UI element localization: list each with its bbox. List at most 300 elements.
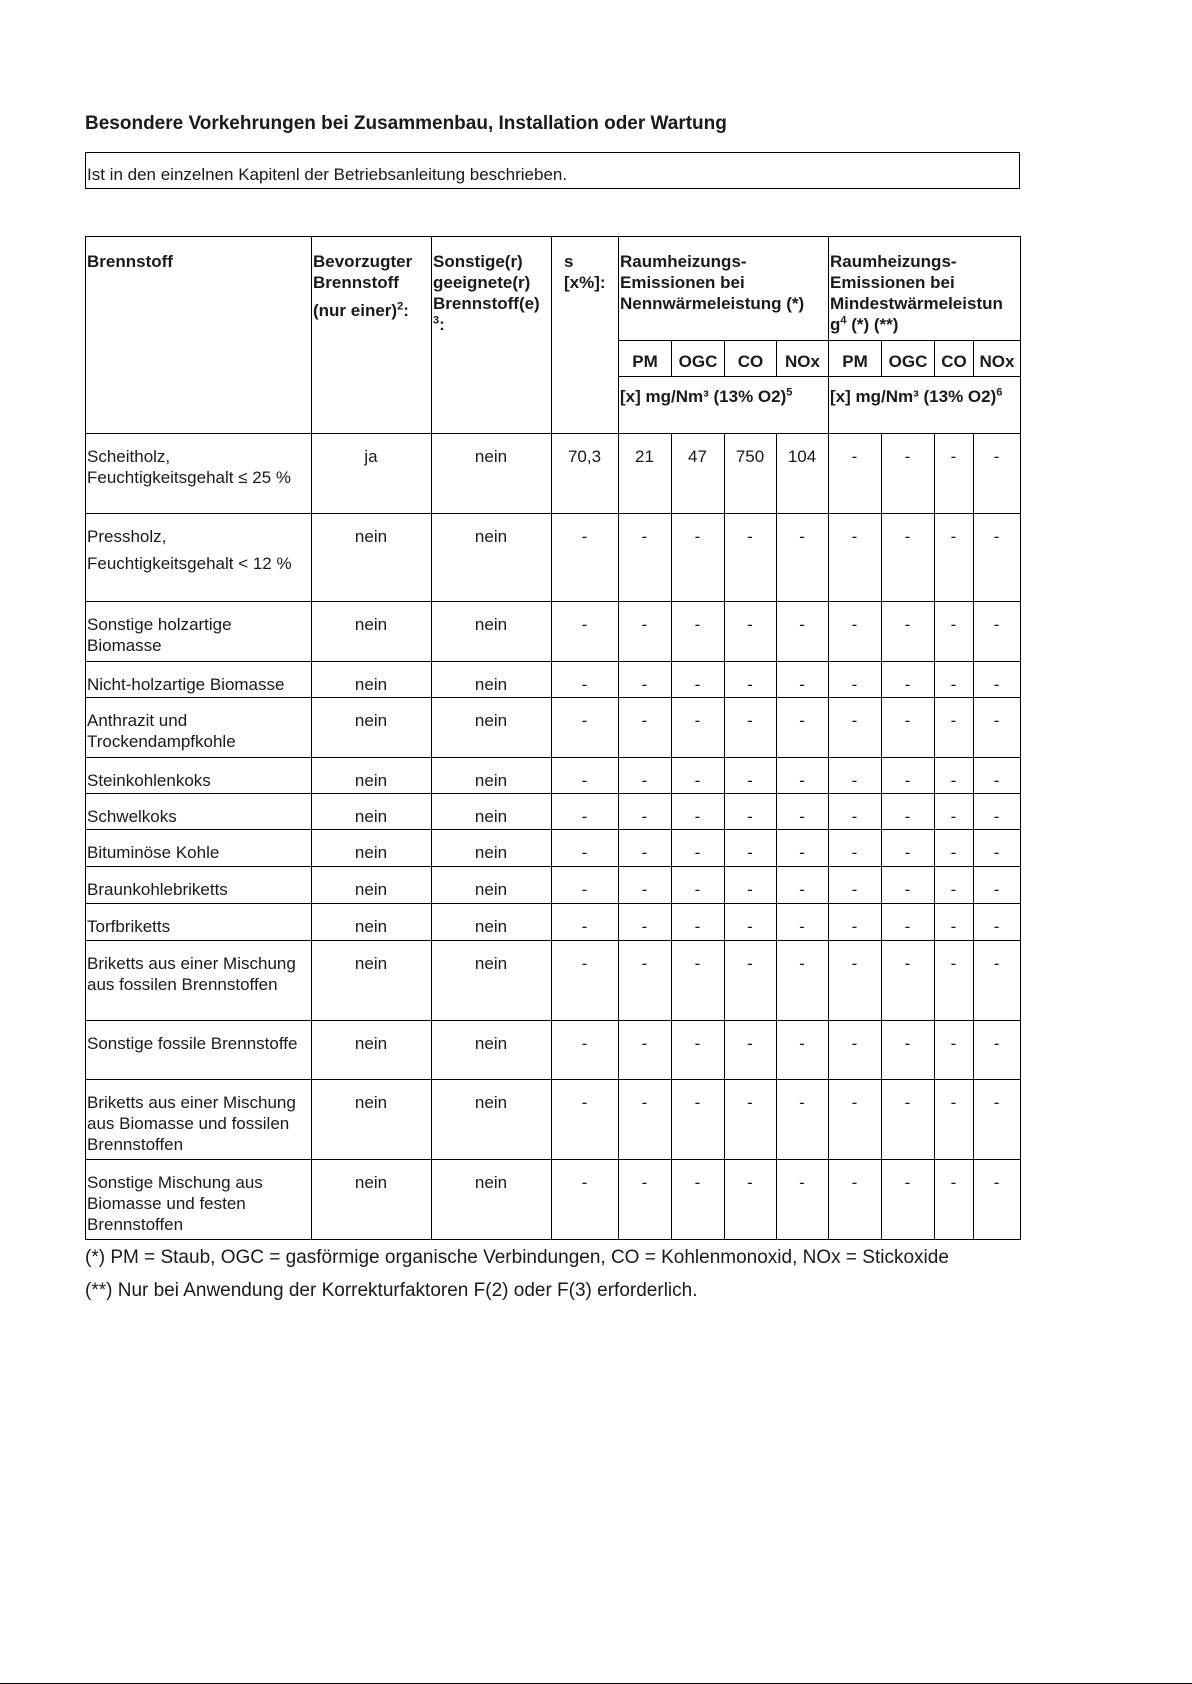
cell-min-co: [935, 904, 974, 941]
cell-nom-ogc: [672, 602, 725, 662]
cell-preferred: [312, 867, 432, 904]
cell-nom-nox: [777, 602, 829, 662]
cell-other-text: nein: [474, 1034, 508, 1053]
cell-s: [552, 602, 619, 662]
cell-min-co-text: -: [950, 954, 957, 973]
cell-min-nox-text: -: [993, 675, 1000, 694]
cell-nom-pm: [619, 904, 672, 941]
cell-min-pm-text: -: [851, 771, 858, 790]
cell-min-ogc: [882, 1160, 935, 1240]
cell-nom-co-text: -: [747, 843, 753, 862]
cell-fuel: [86, 698, 312, 758]
cell-other-text: nein: [474, 771, 508, 790]
cell-min-nox-text: -: [993, 711, 1000, 730]
cell-nom-pm-text: -: [641, 917, 648, 936]
cell-fuel-text: Anthrazit und Trockendampfkohle: [87, 711, 236, 751]
cell-nom-pm-text: -: [641, 615, 648, 634]
cell-nom-co-text: -: [747, 527, 753, 546]
cell-min-nox: [974, 867, 1021, 904]
table-row: [86, 794, 1021, 830]
cell-nom-nox: [777, 867, 829, 904]
footnote-correction-factors: (**) Nur bei Anwendung der Korrekturfaktoren F(2) oder F(3) erforderlich.: [85, 1280, 698, 1301]
cell-s: [552, 1080, 619, 1160]
cell-nom-pm-text: -: [641, 1093, 648, 1112]
cell-s: [552, 941, 619, 1021]
cell-nom-pm-text: -: [641, 843, 648, 862]
cell-min-co: [935, 794, 974, 830]
cell-preferred: [312, 662, 432, 698]
cell-min-ogc: [882, 830, 935, 867]
cell-nom-pm: [619, 1080, 672, 1160]
header-emissions-minimum: Raumheizungs-Emissionen bei Mindestwärmeleistun $g^4$ (*) (**): [829, 237, 1021, 341]
cell-fuel: [86, 830, 312, 867]
cell-preferred: [312, 1080, 432, 1160]
cell-fuel: [86, 794, 312, 830]
instructions-note-box: [85, 152, 1020, 189]
cell-nom-nox-text: -: [799, 1034, 805, 1053]
cell-min-pm-text: -: [851, 917, 858, 936]
cell-min-ogc: [882, 941, 935, 1021]
cell-min-nox: [974, 698, 1021, 758]
cell-fuel: [86, 662, 312, 698]
header-nom-ogc: OGC: [672, 341, 725, 377]
cell-min-ogc: [882, 794, 935, 830]
header-unit-minimum: [x] mg/Nm³ (13% O2)$^6$: [829, 377, 1021, 434]
cell-min-ogc: [882, 514, 935, 602]
cell-fuel-text: Steinkohlenkoks: [87, 771, 211, 790]
cell-min-nox-text: -: [993, 880, 1000, 899]
cell-nom-co-text: -: [747, 880, 753, 899]
cell-min-co-text: -: [950, 843, 957, 862]
cell-nom-pm: [619, 698, 672, 758]
cell-min-co: [935, 698, 974, 758]
cell-preferred: [312, 514, 432, 602]
cell-preferred: [312, 941, 432, 1021]
cell-min-nox: [974, 602, 1021, 662]
cell-nom-co-text: -: [747, 1093, 753, 1112]
cell-nom-ogc: [672, 1021, 725, 1080]
cell-min-co: [935, 602, 974, 662]
cell-nom-pm: [619, 1021, 672, 1080]
cell-min-nox: [974, 830, 1021, 867]
cell-min-ogc: [882, 434, 935, 514]
cell-nom-nox-text: -: [799, 1093, 805, 1112]
cell-nom-nox-text: -: [799, 954, 805, 973]
cell-nom-ogc: [672, 904, 725, 941]
cell-preferred-text: nein: [354, 527, 388, 546]
cell-min-co: [935, 1021, 974, 1080]
cell-fuel-text: Sonstige Mischung aus Biomasse und festen Brennstoffen: [87, 1173, 263, 1234]
cell-nom-co: [725, 941, 777, 1021]
cell-nom-nox: [777, 904, 829, 941]
cell-nom-co: [725, 758, 777, 794]
cell-fuel: [86, 904, 312, 941]
cell-min-ogc: [882, 1021, 935, 1080]
cell-min-pm: [829, 434, 882, 514]
cell-preferred: [312, 602, 432, 662]
cell-nom-ogc-text: -: [694, 527, 701, 546]
cell-nom-co: [725, 830, 777, 867]
cell-min-co-text: -: [950, 711, 957, 730]
cell-min-ogc: [882, 698, 935, 758]
cell-nom-co: [725, 662, 777, 698]
table-row: [86, 514, 1021, 602]
cell-nom-nox-text: -: [799, 771, 805, 790]
cell-min-ogc-text: -: [904, 1034, 911, 1053]
cell-nom-pm: [619, 602, 672, 662]
cell-nom-pm-text: -: [641, 880, 648, 899]
cell-min-nox-text: -: [993, 771, 1000, 790]
cell-min-co: [935, 514, 974, 602]
cell-min-nox: [974, 514, 1021, 602]
cell-min-ogc-text: -: [904, 807, 911, 826]
cell-nom-pm: [619, 1160, 672, 1240]
table-row: [86, 830, 1021, 867]
cell-fuel-text-line2: Feuchtigkeitsgehalt < 12 %: [87, 554, 292, 573]
cell-other-text: nein: [474, 917, 508, 936]
cell-nom-co: [725, 602, 777, 662]
cell-nom-nox-text: -: [799, 843, 805, 862]
cell-fuel-text: Pressholz,: [87, 527, 167, 546]
cell-other: [432, 434, 552, 514]
cell-preferred-text: nein: [354, 917, 388, 936]
cell-nom-ogc: [672, 794, 725, 830]
fuel-emissions-table: [85, 236, 1021, 1240]
cell-preferred-text: nein: [354, 1093, 388, 1112]
cell-nom-ogc-text: -: [694, 711, 701, 730]
cell-s-text: -: [581, 954, 588, 973]
cell-nom-pm-text: -: [641, 675, 648, 694]
cell-fuel: [86, 1160, 312, 1240]
table-row: [86, 1021, 1021, 1080]
cell-min-pm-text: -: [851, 807, 858, 826]
cell-nom-co: [725, 1021, 777, 1080]
header-nom-pm: PM: [619, 341, 672, 377]
cell-preferred: [312, 904, 432, 941]
cell-fuel: [86, 758, 312, 794]
cell-min-ogc-text: -: [904, 771, 911, 790]
table-row: [86, 662, 1021, 698]
cell-nom-nox: [777, 941, 829, 1021]
cell-min-nox: [974, 1160, 1021, 1240]
cell-nom-nox-text: -: [799, 1173, 805, 1192]
cell-min-pm-text: -: [851, 954, 858, 973]
cell-fuel: [86, 434, 312, 514]
cell-nom-co-text: -: [747, 807, 753, 826]
cell-other: [432, 1080, 552, 1160]
cell-min-pm: [829, 1080, 882, 1160]
cell-fuel: [86, 1080, 312, 1160]
cell-other: [432, 698, 552, 758]
cell-other-text: nein: [474, 1173, 508, 1192]
cell-min-nox-text: -: [993, 1093, 1000, 1112]
cell-min-co-text: -: [950, 880, 957, 899]
cell-nom-ogc-text: -: [694, 1034, 701, 1053]
cell-min-pm-text: -: [851, 1093, 858, 1112]
cell-min-ogc: [882, 758, 935, 794]
cell-s-text: -: [581, 675, 588, 694]
cell-nom-ogc-text: -: [694, 1173, 701, 1192]
cell-nom-ogc-text: -: [694, 843, 701, 862]
cell-preferred-text: nein: [354, 1034, 388, 1053]
cell-min-co-text: -: [950, 807, 957, 826]
cell-min-pm: [829, 1021, 882, 1080]
cell-min-nox: [974, 434, 1021, 514]
cell-nom-co-text: -: [747, 1034, 753, 1053]
cell-s-text: -: [581, 1173, 588, 1192]
header-emissions-nominal: Raumheizungs-Emissionen bei Nennwärmeleistung (*): [619, 237, 829, 341]
cell-nom-co-text: -: [747, 675, 753, 694]
cell-min-co-text: -: [950, 675, 957, 694]
cell-nom-nox: [777, 1160, 829, 1240]
cell-preferred: [312, 1021, 432, 1080]
cell-nom-ogc: [672, 830, 725, 867]
footnote-abbreviations: (*) PM = Staub, OGC = gasförmige organische Verbindungen, CO = Kohlenmonoxid, NOx = Stickoxide: [85, 1247, 949, 1268]
cell-s-text: -: [581, 615, 588, 634]
header-fuel: Brennstoff: [86, 237, 312, 434]
header-min-nox: NOx: [974, 341, 1021, 377]
cell-min-ogc: [882, 867, 935, 904]
cell-min-pm: [829, 867, 882, 904]
cell-min-nox: [974, 941, 1021, 1021]
cell-nom-nox-text: 104: [787, 447, 817, 466]
cell-nom-co: [725, 698, 777, 758]
cell-preferred-text: nein: [354, 771, 388, 790]
cell-other: [432, 602, 552, 662]
cell-min-pm-text: -: [851, 615, 858, 634]
cell-min-co: [935, 867, 974, 904]
cell-s: [552, 904, 619, 941]
cell-other: [432, 758, 552, 794]
cell-min-ogc-text: -: [904, 675, 911, 694]
cell-preferred-text: nein: [354, 1173, 388, 1192]
cell-preferred: [312, 758, 432, 794]
cell-nom-nox-text: -: [799, 917, 805, 936]
cell-s-text: -: [581, 917, 588, 936]
cell-other-text: nein: [474, 527, 508, 546]
table-row: [86, 867, 1021, 904]
cell-nom-co: [725, 904, 777, 941]
cell-min-ogc-text: -: [904, 1173, 911, 1192]
header-min-ogc: OGC: [882, 341, 935, 377]
table-row: [86, 698, 1021, 758]
cell-nom-ogc-text: -: [694, 880, 701, 899]
cell-min-pm: [829, 514, 882, 602]
cell-min-pm-text: -: [851, 880, 858, 899]
cell-min-pm-text: -: [851, 447, 858, 466]
cell-nom-nox: [777, 1021, 829, 1080]
cell-fuel: [86, 602, 312, 662]
cell-min-nox-text: -: [993, 807, 1000, 826]
cell-nom-co: [725, 434, 777, 514]
cell-nom-ogc: [672, 514, 725, 602]
table-row: [86, 1160, 1021, 1240]
table-row: [86, 602, 1021, 662]
cell-s: [552, 867, 619, 904]
cell-min-nox: [974, 904, 1021, 941]
cell-min-ogc-text: -: [904, 843, 911, 862]
cell-min-nox: [974, 794, 1021, 830]
cell-s: [552, 1160, 619, 1240]
header-preferred-fuel: Bevorzugter Brennstoff (nur einer)$^2$:: [312, 237, 432, 434]
cell-nom-ogc-text: -: [694, 615, 701, 634]
cell-nom-nox: [777, 830, 829, 867]
cell-min-co-text: -: [950, 1034, 957, 1053]
cell-nom-pm-text: -: [641, 527, 648, 546]
cell-other: [432, 867, 552, 904]
cell-nom-pm: [619, 794, 672, 830]
cell-min-co: [935, 941, 974, 1021]
cell-s: [552, 434, 619, 514]
cell-nom-pm: [619, 758, 672, 794]
cell-min-co-text: -: [950, 771, 957, 790]
cell-min-pm-text: -: [851, 675, 858, 694]
cell-min-co-text: -: [950, 615, 957, 634]
cell-nom-ogc-text: -: [694, 954, 701, 973]
cell-nom-ogc: [672, 1160, 725, 1240]
cell-nom-pm: [619, 514, 672, 602]
cell-s: [552, 794, 619, 830]
cell-s: [552, 758, 619, 794]
cell-nom-ogc: [672, 698, 725, 758]
cell-s-text: -: [581, 1093, 588, 1112]
cell-nom-nox-text: -: [799, 711, 805, 730]
cell-s-text: -: [581, 807, 588, 826]
header-min-pm: PM: [829, 341, 882, 377]
cell-nom-nox: [777, 698, 829, 758]
cell-preferred: [312, 830, 432, 867]
cell-nom-pm: [619, 434, 672, 514]
cell-s: [552, 830, 619, 867]
cell-s: [552, 514, 619, 602]
cell-other-text: nein: [474, 711, 508, 730]
cell-min-ogc-text: -: [904, 447, 911, 466]
cell-other: [432, 1160, 552, 1240]
cell-nom-ogc-text: -: [694, 1093, 701, 1112]
cell-nom-nox-text: -: [799, 880, 805, 899]
cell-other-text: nein: [474, 807, 508, 826]
cell-nom-ogc-text: -: [694, 807, 701, 826]
cell-nom-nox: [777, 434, 829, 514]
table-row: [86, 941, 1021, 1021]
cell-nom-co: [725, 867, 777, 904]
cell-min-pm: [829, 602, 882, 662]
cell-preferred-text: ja: [364, 447, 378, 466]
cell-min-pm: [829, 662, 882, 698]
cell-nom-pm-text: -: [641, 807, 648, 826]
cell-fuel-text: Schwelkoks: [87, 807, 177, 826]
table-row: [86, 1080, 1021, 1160]
cell-s-text: -: [581, 1034, 588, 1053]
table-row: [86, 758, 1021, 794]
cell-min-ogc: [882, 1080, 935, 1160]
cell-nom-pm: [619, 867, 672, 904]
cell-s: [552, 698, 619, 758]
cell-other: [432, 941, 552, 1021]
cell-s-text: -: [581, 527, 588, 546]
cell-fuel-text: Sonstige fossile Brennstoffe: [87, 1034, 298, 1053]
cell-other-text: nein: [474, 954, 508, 973]
cell-nom-ogc: [672, 867, 725, 904]
cell-nom-ogc-text: -: [694, 771, 701, 790]
header-min-co: CO: [935, 341, 974, 377]
cell-min-nox-text: -: [993, 1034, 1000, 1053]
cell-nom-co-text: -: [747, 615, 753, 634]
cell-nom-ogc: [672, 662, 725, 698]
cell-min-co: [935, 434, 974, 514]
cell-fuel: [86, 514, 312, 602]
cell-other: [432, 662, 552, 698]
cell-nom-nox-text: -: [799, 807, 805, 826]
cell-fuel-text: Sonstige holzartige Biomasse: [87, 615, 232, 655]
cell-nom-ogc-text: -: [694, 917, 701, 936]
instructions-note-text: Ist in den einzelnen Kapitenl der Betriebsanleitung beschrieben.: [87, 165, 568, 184]
cell-min-ogc: [882, 904, 935, 941]
cell-nom-ogc: [672, 758, 725, 794]
cell-preferred-text: nein: [354, 711, 388, 730]
cell-min-nox: [974, 1021, 1021, 1080]
cell-min-pm-text: -: [851, 711, 858, 730]
cell-nom-co-text: -: [747, 1173, 753, 1192]
cell-min-nox-text: -: [993, 917, 1000, 936]
cell-nom-co: [725, 1160, 777, 1240]
cell-nom-pm-text: -: [641, 954, 648, 973]
cell-min-pm: [829, 698, 882, 758]
cell-preferred-text: nein: [354, 843, 388, 862]
cell-min-nox-text: -: [993, 954, 1000, 973]
cell-fuel-text: Briketts aus einer Mischung aus fossilen Brennstoffen: [87, 954, 296, 994]
cell-min-pm: [829, 758, 882, 794]
cell-nom-pm-text: -: [641, 771, 648, 790]
cell-preferred-text: nein: [354, 615, 388, 634]
cell-min-ogc-text: -: [904, 527, 911, 546]
cell-fuel-text: Bituminöse Kohle: [87, 843, 220, 862]
cell-min-co-text: -: [950, 527, 957, 546]
table-row: [86, 904, 1021, 941]
cell-s: [552, 1021, 619, 1080]
cell-fuel: [86, 867, 312, 904]
cell-min-co-text: -: [950, 1173, 957, 1192]
cell-fuel-text: Briketts aus einer Mischung aus Biomasse und fossilen Brennstoffen: [87, 1093, 296, 1154]
cell-min-ogc-text: -: [904, 711, 911, 730]
cell-min-pm-text: -: [851, 1173, 858, 1192]
cell-other: [432, 904, 552, 941]
cell-nom-nox: [777, 794, 829, 830]
cell-other: [432, 830, 552, 867]
cell-other: [432, 514, 552, 602]
cell-nom-co-text: -: [747, 917, 753, 936]
cell-fuel-text: Nicht-holzartige Biomasse: [87, 675, 285, 694]
cell-nom-nox-text: -: [799, 527, 805, 546]
cell-nom-pm: [619, 941, 672, 1021]
cell-preferred-text: nein: [354, 675, 388, 694]
cell-fuel-text: Scheitholz, Feuchtigkeitsgehalt ≤ 25 %: [87, 447, 291, 487]
cell-min-pm-text: -: [851, 527, 858, 546]
cell-other-text: nein: [474, 675, 508, 694]
cell-fuel: [86, 1021, 312, 1080]
cell-s-text: 70,3: [567, 447, 602, 466]
cell-nom-ogc: [672, 434, 725, 514]
cell-min-pm-text: -: [851, 1034, 858, 1053]
cell-nom-pm: [619, 830, 672, 867]
cell-preferred-text: nein: [354, 880, 388, 899]
cell-min-ogc-text: -: [904, 1093, 911, 1112]
cell-min-ogc-text: -: [904, 917, 911, 936]
cell-min-pm: [829, 904, 882, 941]
cell-nom-pm-text: -: [641, 1173, 648, 1192]
cell-nom-co: [725, 1080, 777, 1160]
cell-min-nox-text: -: [993, 843, 1000, 862]
